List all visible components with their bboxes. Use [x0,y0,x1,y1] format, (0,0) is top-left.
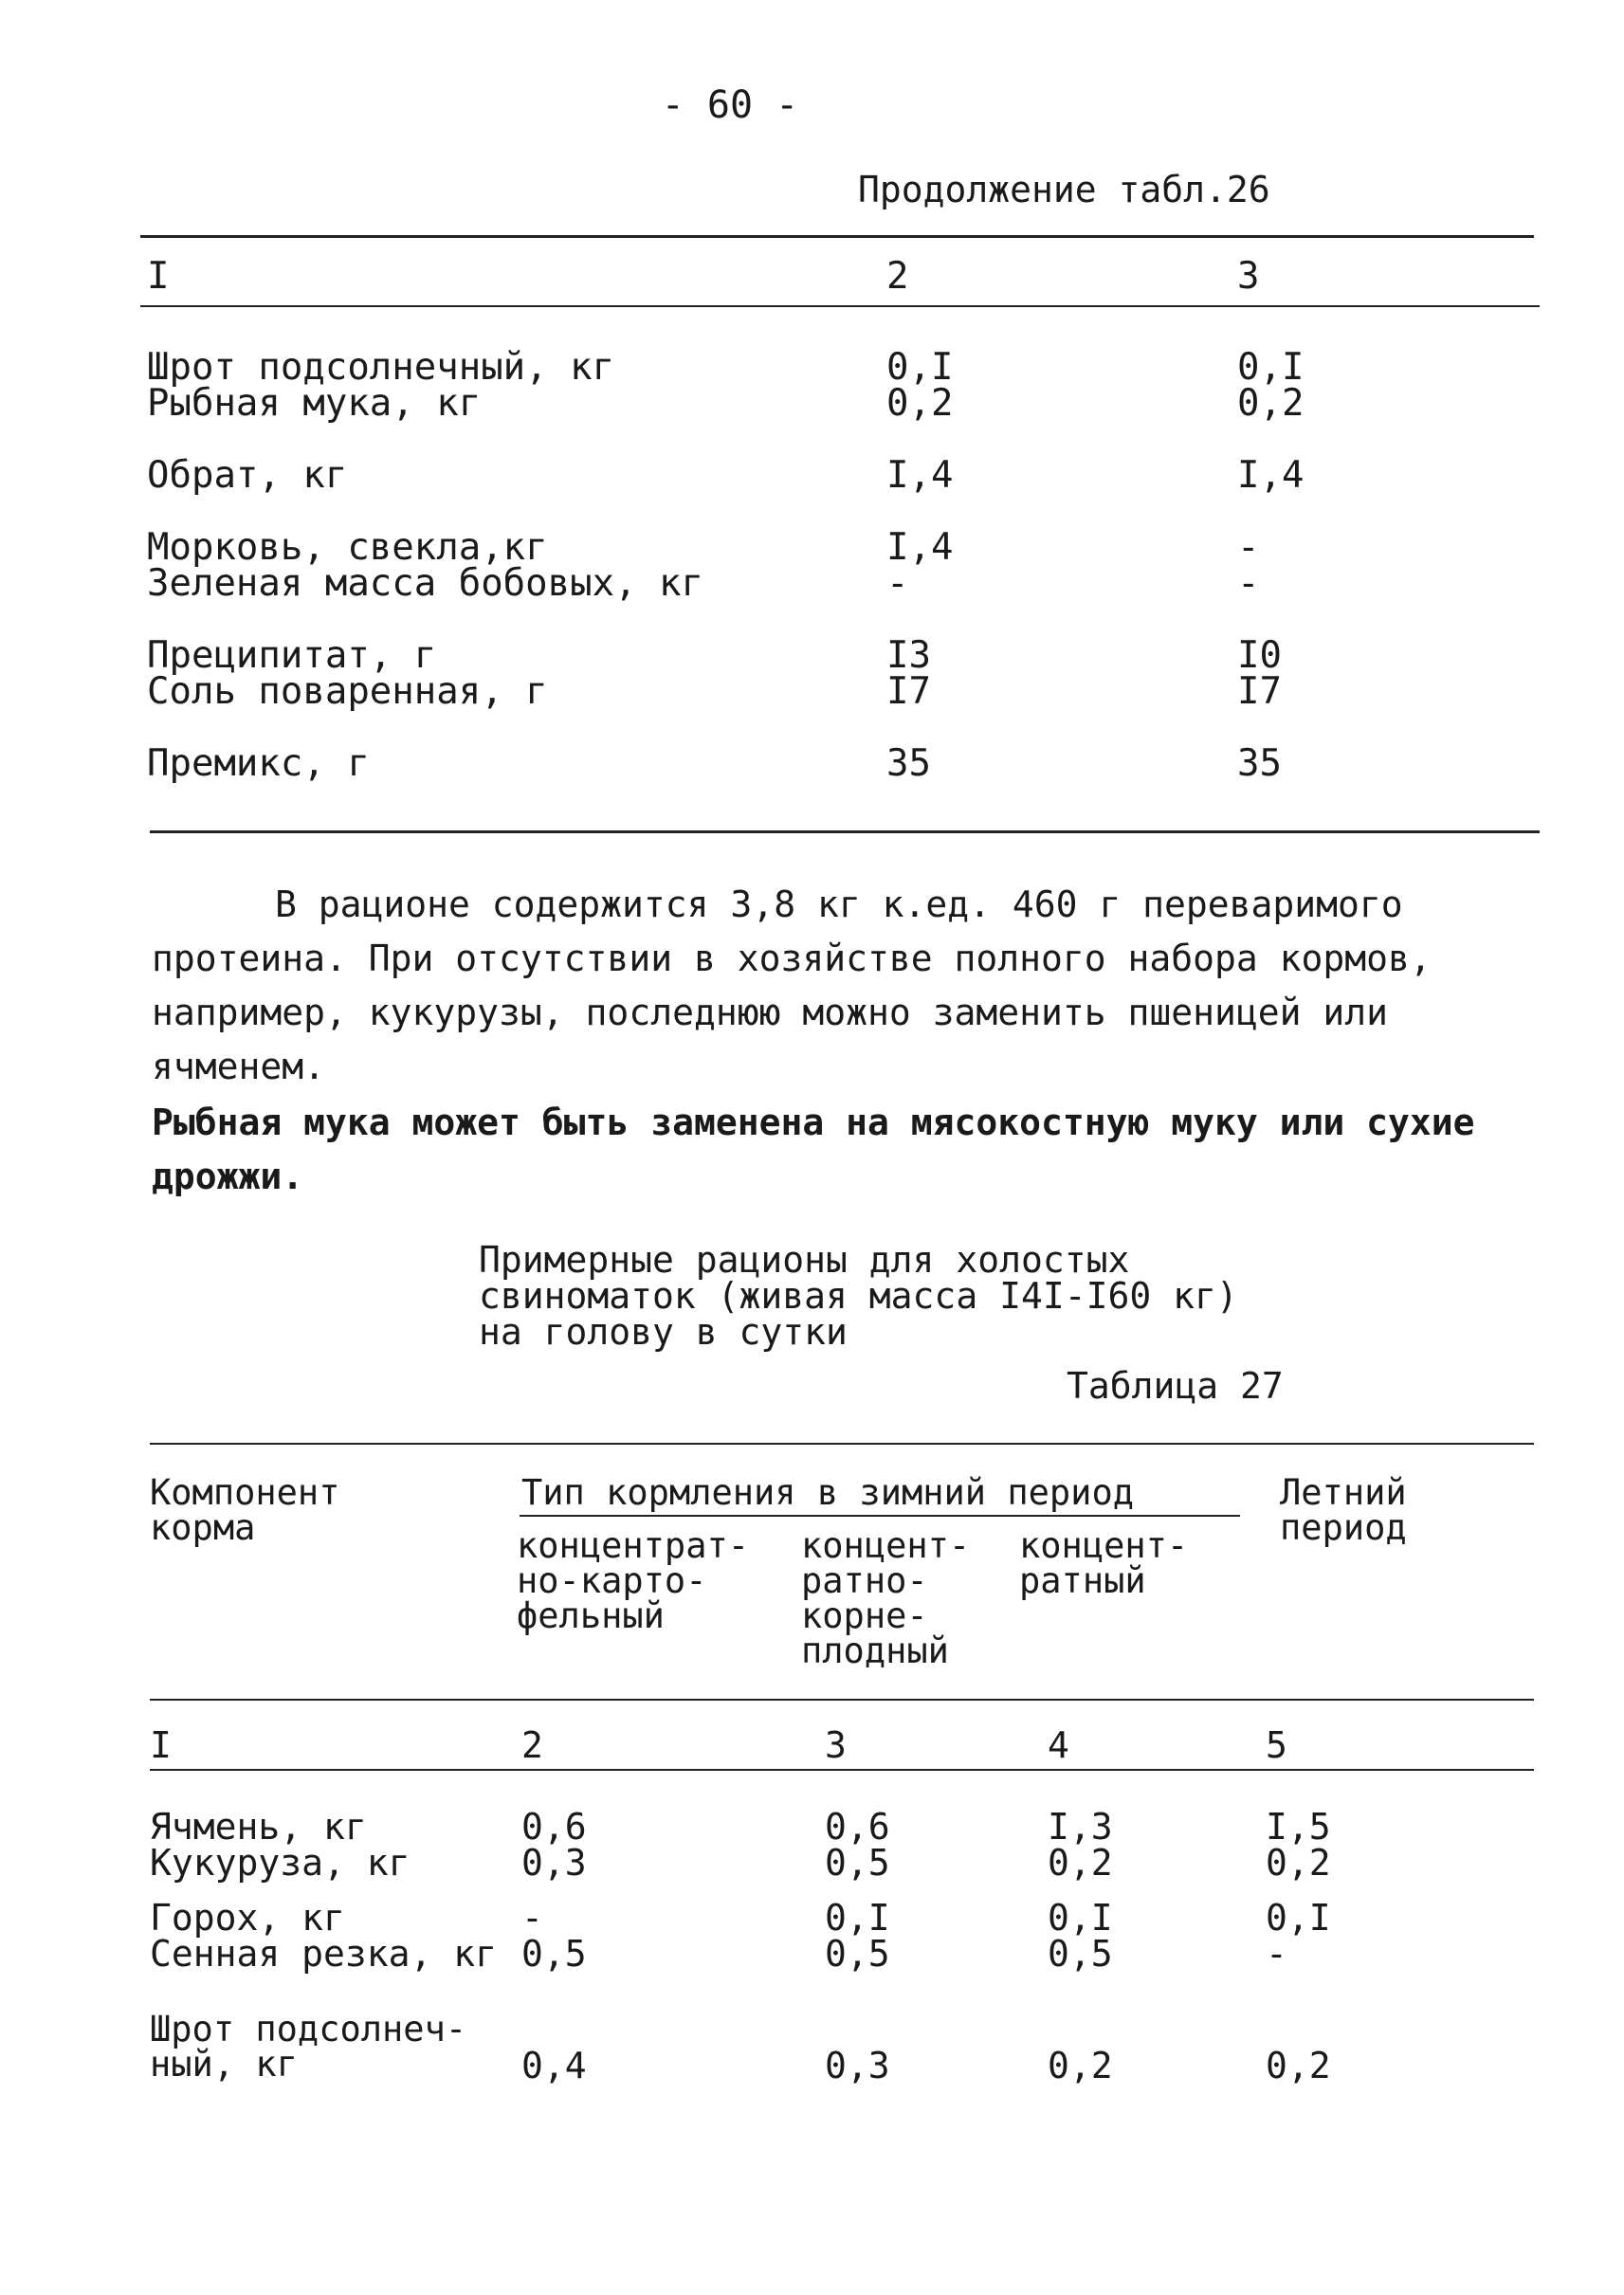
header-sub-2: концент- ратно- корне- плодный [801,1525,971,1671]
row-label: Премикс, г [147,742,370,785]
table27-label: Таблица 27 [1067,1365,1284,1407]
cell: 0,2 [1266,1842,1331,1884]
row-label: Шрот подсолнеч- ный, кг [150,2009,467,2085]
cell: I,3 [1048,1806,1113,1848]
cell: I0 [1237,634,1282,677]
table26-bottom-rule [150,830,1540,833]
cell: - [1266,1933,1287,1975]
col-number: 4 [1048,1724,1069,1766]
cell: I7 [886,670,931,713]
row-label: Рыбная мука, кг [147,382,482,425]
cell: 0,2 [1237,382,1305,425]
col-number: I [150,1724,172,1766]
row-label: Сенная резка, кг [150,1933,498,1975]
row-label: Морковь, свекла,кг [147,526,548,569]
cell: 0,2 [1266,2045,1331,2086]
cell: 0,6 [825,1806,890,1848]
table27-top-rule [150,1443,1534,1445]
cell: 0,4 [521,2045,587,2086]
cell: I,5 [1266,1806,1331,1848]
table26-col-3: 3 [1237,255,1260,298]
page-number: - 60 - [661,83,799,127]
cell: 0,6 [521,1806,587,1848]
cell: I,4 [886,454,954,497]
col-number: 5 [1266,1724,1287,1766]
table26-header-rule [140,305,1540,307]
cell: 0,3 [825,2045,890,2086]
row-label: Зеленая масса бобовых, кг [147,562,703,605]
cell: 0,2 [1048,1842,1113,1884]
table-continuation-label: Продолжение табл.26 [858,169,1270,210]
header-sub-3: концент- ратный [1019,1525,1189,1601]
paragraph-text: В рационе содержится 3,8 кг к.ед. 460 г переваримого протеина. При отсутствии в хозяйстве полного набора кормов, например, кукурузы, последнюю можно заменить пшеницей или ячменем. [152,883,1432,1087]
row-label: Шрот подсолнечный, кг [147,346,615,389]
cell: I,4 [1237,454,1305,497]
header-summer-period: Летний период [1280,1472,1407,1548]
table26-col-2: 2 [886,255,909,298]
cell: - [1237,562,1260,605]
header-component: Компонент корма [150,1472,340,1548]
header-winter-underline [520,1515,1240,1517]
table27-number-rule [150,1769,1534,1771]
table27-caption: Примерные рационы для холостых свиноматок (живая масса I4I-I60 кг) на голову в сутки [479,1239,1238,1353]
row-label: Горох, кг [150,1897,345,1939]
col-number: 2 [521,1724,543,1766]
cell: I3 [886,634,931,677]
cell: 35 [886,742,931,785]
row-label: Кукуруза, кг [150,1842,411,1884]
cell: 0,5 [825,1842,890,1884]
cell: 0,I [825,1897,890,1939]
cell: 0,I [1266,1897,1331,1939]
cell: 35 [1237,742,1282,785]
cell: 0,3 [521,1842,587,1884]
col-number: 3 [825,1724,847,1766]
cell: I,4 [886,526,954,569]
cell: - [886,562,909,605]
table26-col-1: I [147,255,170,298]
cell: 0,I [1237,346,1305,389]
cell: 0,5 [825,1933,890,1975]
cell: 0,I [1048,1897,1113,1939]
cell: 0,2 [1048,2045,1113,2086]
cell: 0,5 [1048,1933,1113,1975]
cell: 0,I [886,346,954,389]
row-label: Ячмень, кг [150,1806,367,1848]
table26-top-rule [140,235,1534,238]
header-sub-1: концентрат- но-карто- фельный [517,1525,750,1636]
row-label: Преципитат, г [147,634,437,677]
cell: I7 [1237,670,1282,713]
cell: - [521,1897,543,1939]
cell: - [1237,526,1260,569]
body-paragraph-note: Рыбная мука может быть заменена на мясокостную муку или сухие дрожжи. [152,1102,1475,1197]
row-label: Соль поваренная, г [147,670,548,713]
header-winter-period: Тип кормления в зимний период [521,1472,1135,1513]
cell: 0,2 [886,382,954,425]
body-paragraph [152,878,1517,1094]
table27-header-rule [150,1699,1534,1701]
row-label: Обрат, кг [147,454,348,497]
cell: 0,5 [521,1933,587,1975]
